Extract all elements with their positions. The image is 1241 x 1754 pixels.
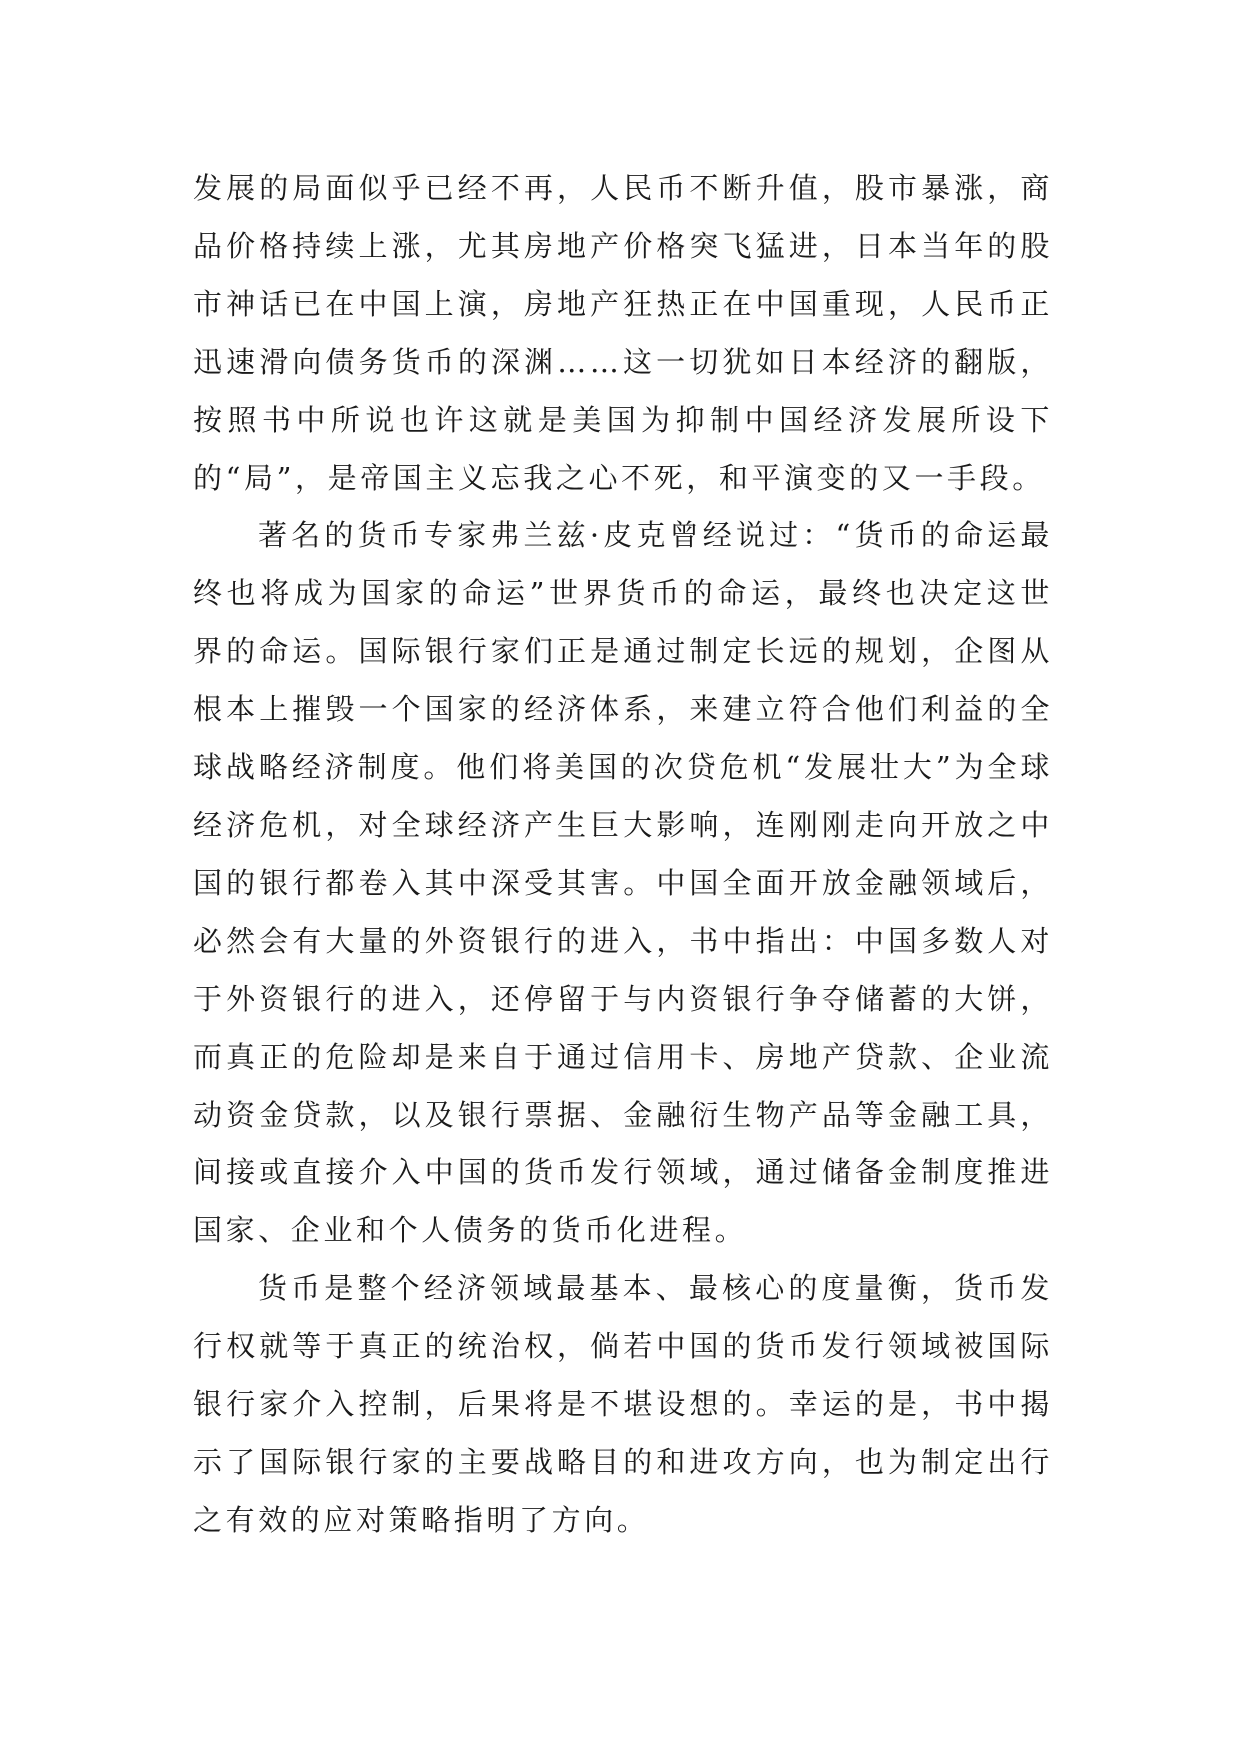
paragraph-continuation: 发展的局面似乎已经不再，人民币不断升值，股市暴涨，商品价格持续上涨，尤其房地产价格突飞猛进，日本当年的股市神话已在中国上演，房地产狂热正在中国重现，人民币正迅速滑向债务货币的深渊……这一切犹如日本经济的翻版，按照书中所说也许这就是美国为抑制中国经济发展所设下的“局”，是帝国主义忘我之心不死，和平演变的又一手段。 [193, 171, 1053, 495]
document-body [193, 160, 1053, 1550]
paragraph-issuance-right: 货币是整个经济领域最基本、最核心的度量衡，货币发行权就等于真正的统治权，倘若中国的货币发行领域被国际银行家介入控制，后果将是不堪设想的。幸运的是，书中揭示了国际银行家的主要战略目的和进攻方向，也为制定出行之有效的应对策略指明了方向。 [193, 1271, 1053, 1537]
paragraph-currency-fate: 著名的货币专家弗兰兹·皮克曾经说过：“货币的命运最终也将成为国家的命运”世界货币的命运，最终也决定这世界的命运。国际银行家们正是通过制定长远的规划，企图从根本上摧毁一个国家的经济体系，来建立符合他们利益的全球战略经济制度。他们将美国的次贷危机“发展壮大”为全球经济危机，对全球经济产生巨大影响，连刚刚走向开放之中国的银行都卷入其中深受其害。中国全面开放金融领域后，必然会有大量的外资银行的进入，书中指出：中国多数人对于外资银行的进入，还停留于与内资银行争夺储蓄的大饼，而真正的危险却是来自于通过信用卡、房地产贷款、企业流动资金贷款，以及银行票据、金融衍生物产品等金融工具，间接或直接介入中国的货币发行领域，通过储备金制度推进国家、企业和个人债务的货币化进程。 [193, 518, 1053, 1248]
